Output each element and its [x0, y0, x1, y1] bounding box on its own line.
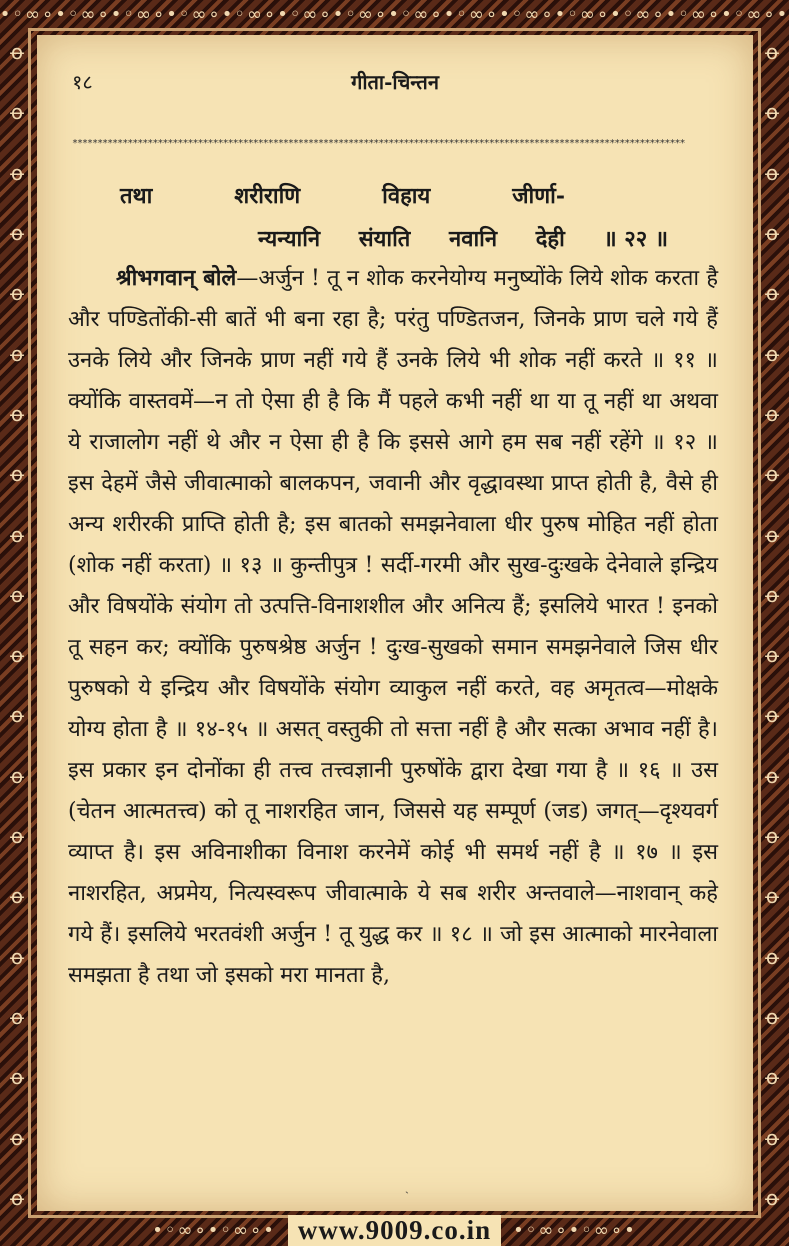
- verse-number: ॥ २२ ॥: [603, 226, 668, 252]
- speaker-label: श्रीभगवान् बोले: [116, 265, 237, 291]
- footer-ornament-left: •◦∞∘•◦∞∘•: [152, 1219, 276, 1241]
- top-ornament: [0, 0, 789, 28]
- verse-line-2: [258, 223, 668, 253]
- verse-word: न्यन्यानि: [258, 226, 321, 252]
- verse-word: संयाति: [358, 226, 411, 252]
- verse-word: देही: [535, 226, 565, 252]
- verse-word: जीर्णा-: [512, 183, 565, 209]
- right-ornament: ꝋ ꝋ ꝋ ꝋ ꝋ ꝋ ꝋ ꝋ ꝋ ꝋ ꝋ ꝋ ꝋ ꝋ ꝋ ꝋ ꝋ ꝋ ꝋ ꝋ: [764, 40, 780, 1210]
- page-header: [37, 62, 753, 102]
- verse-word: शरीराणि: [234, 183, 301, 209]
- footer-bar: [0, 1214, 789, 1246]
- verse-word: विहाय: [382, 183, 431, 209]
- footer-url-link[interactable]: www.9009.co.in: [288, 1215, 501, 1246]
- verse-word: तथा: [120, 183, 153, 209]
- left-ornament: ꝋ ꝋ ꝋ ꝋ ꝋ ꝋ ꝋ ꝋ ꝋ ꝋ ꝋ ꝋ ꝋ ꝋ ꝋ ꝋ ꝋ ꝋ ꝋ ꝋ: [9, 40, 25, 1210]
- translation-text: —अर्जुन ! तू न शोक करनेयोग्य मनुष्योंके लिये शोक करता है और पण्डितोंकी-सी बातें भी बना रहा है; परंतु पण्डितजन, जिनके प्राण चले गये हैं उनके लिये और जिनके प्राण नहीं गये हैं उनके लिये भी शोक नहीं करते ॥ ११ ॥ क्योंकि वास्तवमें—न तो ऐसा ही है कि मैं पहले कभी नहीं था या तू नहीं था अथवा ये राजालोग नहीं थे और न ऐसा ही है कि इससे आगे हम सब नहीं रहेंगे ॥ १२ ॥ इस देहमें जैसे जीवात्माको बालकपन, जवानी और वृद्धावस्था प्राप्त होती है, वैसे ही अन्य शरीरकी प्राप्ति होती है; इस बातको समझनेवाला धीर पुरुष मोहित नहीं होता (शोक नहीं करता) ॥ १३ ॥ कुन्तीपुत्र ! सर्दी-गरमी और सुख-दुःखके देनेवाले इन्द्रिय और विषयोंके संयोग तो उत्पत्ति-विनाशशील और अनित्य हैं; इसलिये भारत ! इनको तू सहन कर; क्योंकि पुरुषश्रेष्ठ अर्जुन ! दुःख-सुखको समान समझनेवाले जिस धीर पुरुषको ये इन्द्रिय और विषयोंके संयोग व्याकुल नहीं करते, वह अमृतत्व—मोक्षके योग्य होता है ॥ १४-१५ ॥ असत् वस्तुकी तो सत्ता नहीं है और सत्का अभाव नहीं है। इस प्रकार इन दोनोंका ही तत्त्व तत्त्वज्ञानी पुरुषोंके द्वारा देखा गया है ॥ १६ ॥ उस (चेतन आत्मतत्त्व) को तू नाशरहित जान, जिससे यह सम्पूर्ण (जड) जगत्—दृश्यवर्ग व्याप्त है। इस अविनाशीका विनाश करनेमें कोई भी समर्थ नहीं है ॥ १७ ॥ इस नाशरहित, अप्रमेय, नित्यस्वरूप जीवात्माके ये सब शरीर अन्तवाले—नाशवान् कहे गये हैं। इसलिये भरतवंशी अर्जुन ! तू युद्ध कर ॥ १८ ॥ जो इस आत्माको मारनेवाला समझता है तथा जो इसको मरा मानता है,: [68, 266, 718, 988]
- verse-word: नवानि: [449, 226, 498, 252]
- verse-line-1: [120, 180, 565, 210]
- asterisk-rule: **************************************************************************************************************************: [72, 138, 685, 149]
- page-number: १८: [72, 70, 93, 94]
- footer-ornament-right: •◦∞∘•◦∞∘•: [513, 1219, 637, 1241]
- translation-paragraph: [68, 258, 718, 1208]
- top-ornament-pattern: •◦∞∘•◦∞∘•◦∞∘•◦∞∘•◦∞∘•◦∞∘•◦∞∘•◦∞∘•◦∞∘•◦∞∘•◦∞∘•◦∞∘•◦∞∘•◦∞∘•: [0, 3, 789, 25]
- page-mark: ˏ: [405, 1180, 409, 1194]
- running-title: गीता-चिन्तन: [351, 70, 439, 94]
